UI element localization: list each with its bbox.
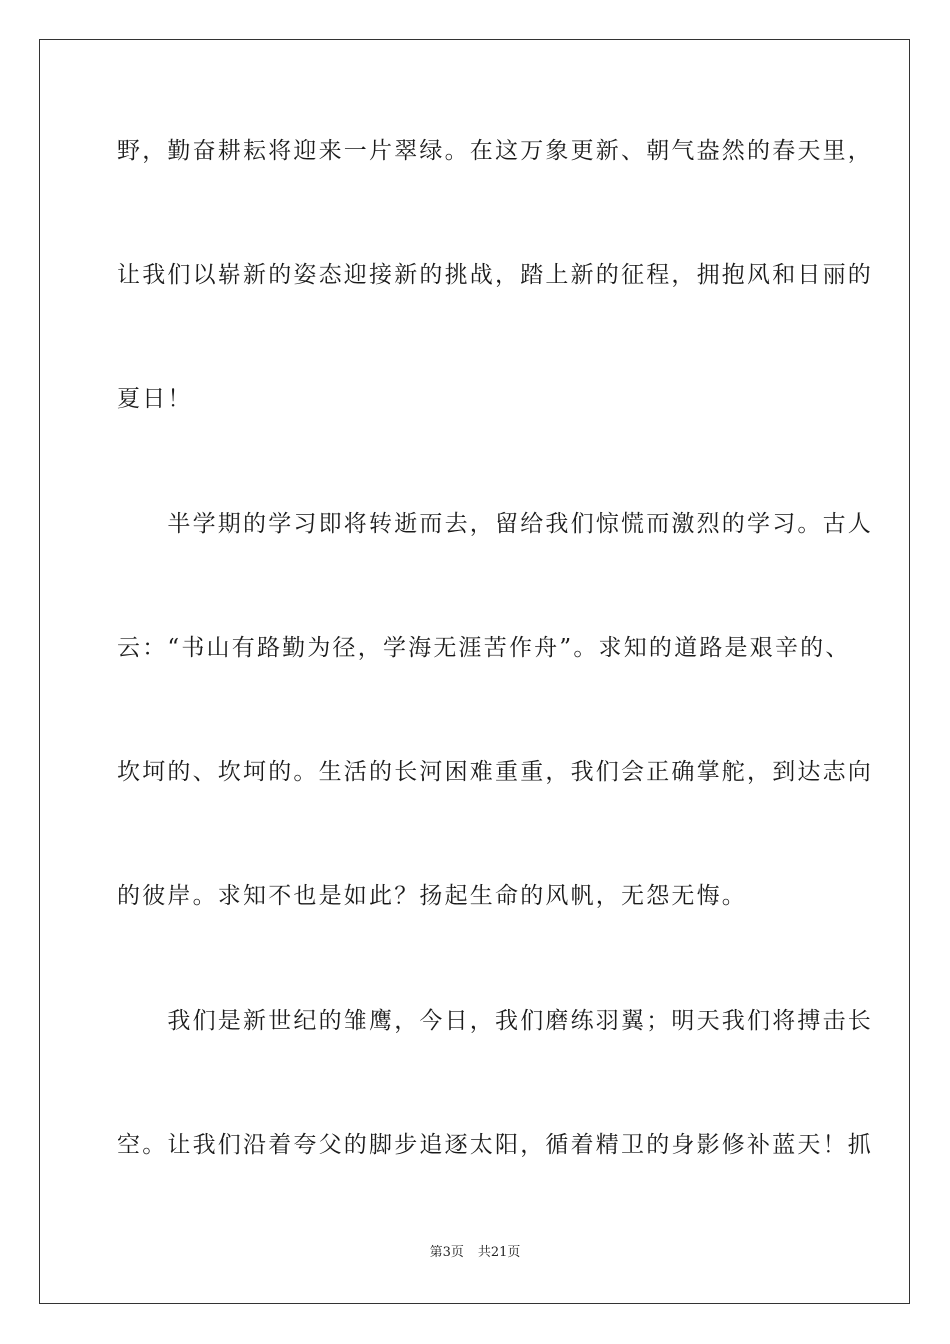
page-total: 共21页 (477, 1245, 521, 1260)
text-line-9: 空。让我们沿着夸父的脚步追逐太阳，循着精卫的身影修补蓝天！抓 (117, 1132, 873, 1158)
page-border (39, 39, 910, 1304)
text-line-2: 让我们以崭新的姿态迎接新的挑战，踏上新的征程，拥抱风和日丽的 (117, 262, 873, 288)
page-number: 第3页 (429, 1245, 464, 1260)
text-line-7: 的彼岸。求知不也是如此？扬起生命的风帆，无怨无悔。 (117, 883, 747, 909)
text-line-4: 半学期的学习即将转逝而去，留给我们惊慌而激烈的学习。古人 (117, 511, 873, 537)
text-line-6: 坎坷的、坎坷的。生活的长河困难重重，我们会正确掌舵，到达志向 (117, 759, 873, 785)
text-line-1: 野，勤奋耕耘将迎来一片翠绿。在这万象更新、朝气盎然的春天里， (117, 138, 873, 164)
text-line-5: 云：“书山有路勤为径，学海无涯苦作舟”。求知的道路是艰辛的、 (117, 635, 851, 661)
text-line-3: 夏日！ (117, 386, 193, 412)
page-footer (0, 1244, 950, 1262)
text-line-8: 我们是新世纪的雏鹰，今日，我们磨练羽翼；明天我们将搏击长 (117, 1008, 873, 1034)
